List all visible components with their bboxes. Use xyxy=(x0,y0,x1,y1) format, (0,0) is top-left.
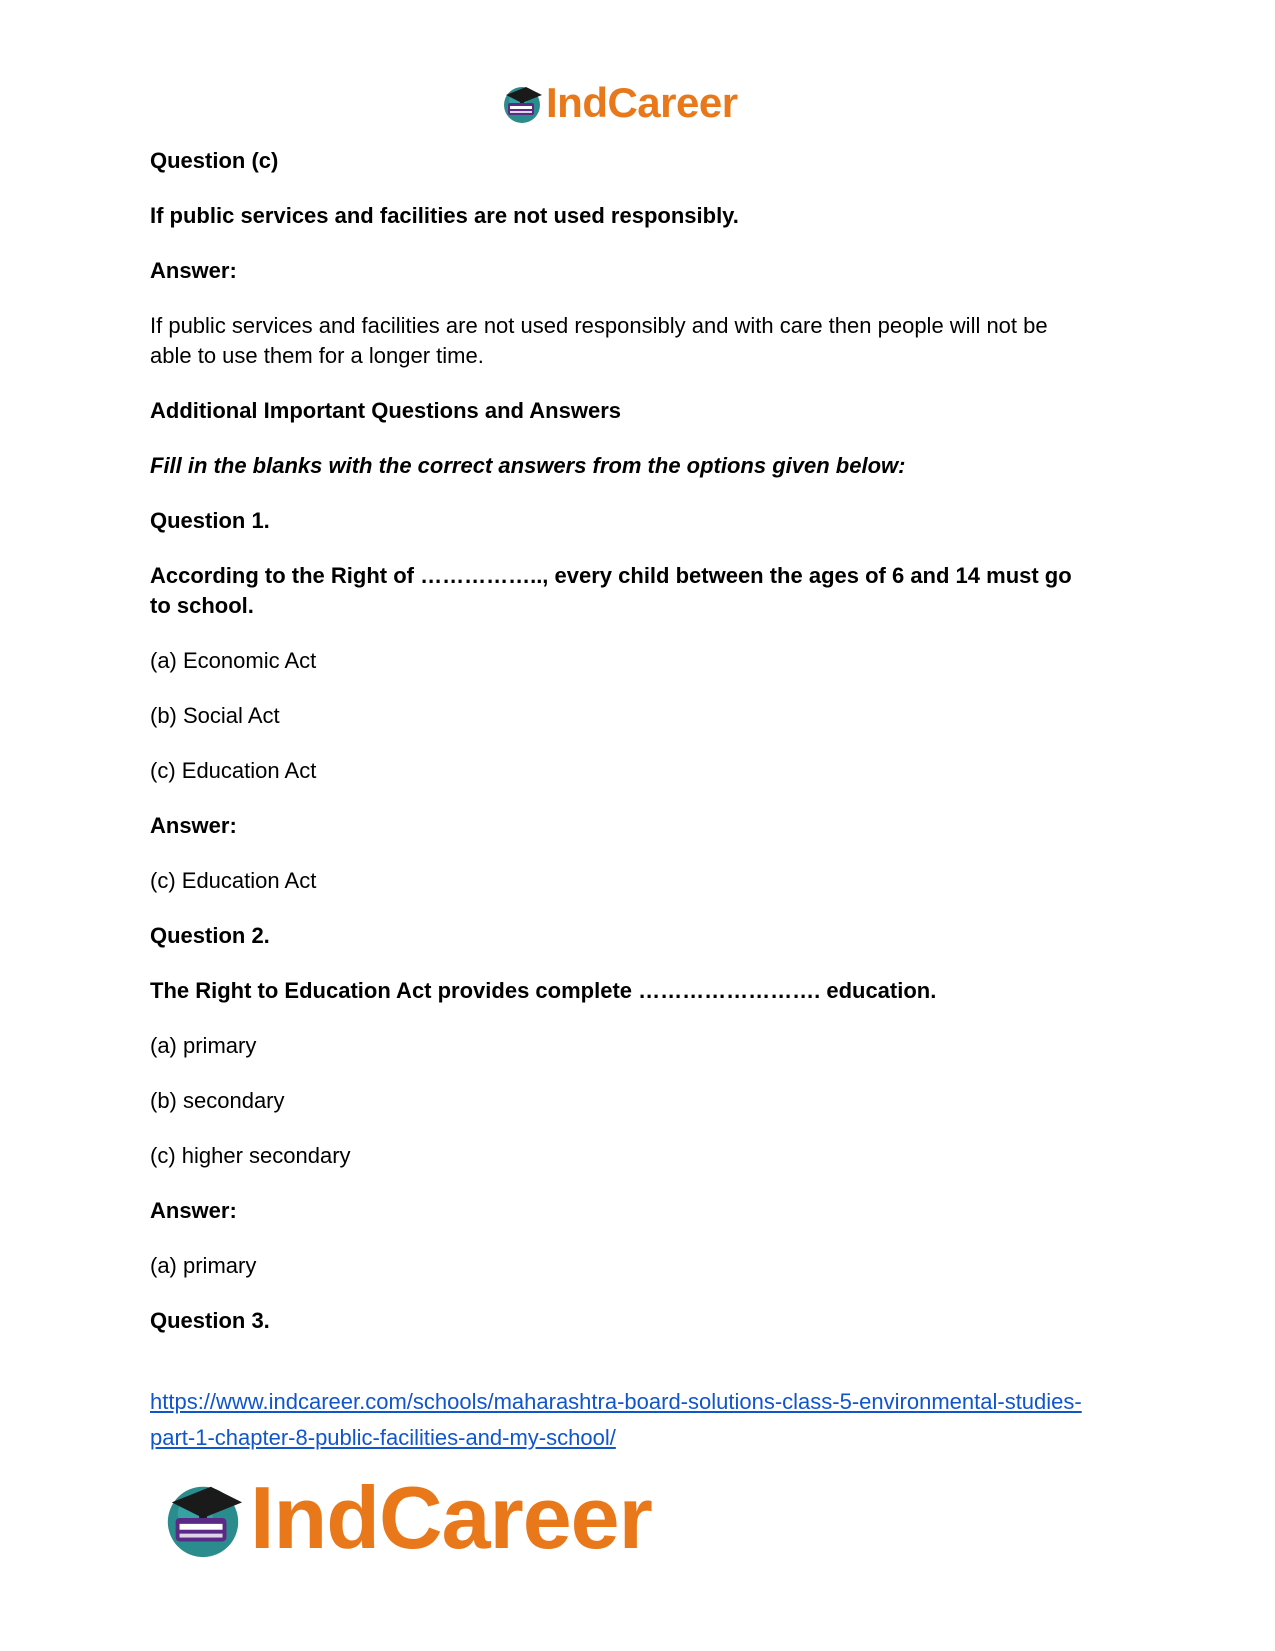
instruction-text: Fill in the blanks with the correct answers from the options given below: xyxy=(150,453,906,478)
question-2-answer-label: Answer: xyxy=(150,1198,237,1223)
footer-logo xyxy=(160,1467,652,1567)
question-c-heading: Question (c) xyxy=(150,148,279,173)
brand-name-footer: IndCareer xyxy=(250,1467,652,1567)
source-link[interactable] xyxy=(150,1384,1130,1456)
header-logo xyxy=(500,78,738,128)
question-1-text-line-2: to school. xyxy=(150,593,254,618)
question-1-heading: Question 1. xyxy=(150,508,270,533)
document-body xyxy=(150,146,1130,1361)
question-2-heading: Question 2. xyxy=(150,923,270,948)
question-2-option-b: (b) secondary xyxy=(150,1088,285,1113)
question-3-heading: Question 3. xyxy=(150,1308,270,1333)
question-1-answer: (c) Education Act xyxy=(150,868,317,893)
brand-name: IndCareer xyxy=(546,79,738,126)
question-1-option-b: (b) Social Act xyxy=(150,703,280,728)
question-c-answer-line-1: If public services and facilities are not used responsibly and with care then people will not be xyxy=(150,313,1048,338)
question-2-option-a: (a) primary xyxy=(150,1033,257,1058)
section-heading: Additional Important Questions and Answers xyxy=(150,398,622,423)
question-c-text: If public services and facilities are not used responsibly. xyxy=(150,203,739,228)
question-1-option-c: (c) Education Act xyxy=(150,758,317,783)
source-link-line-1[interactable]: https://www.indcareer.com/schools/maharashtra-board-solutions-class-5-environmental-studies- xyxy=(150,1389,1082,1414)
question-c-answer-line-2: able to use them for a longer time. xyxy=(150,343,484,368)
question-1-text-line-1: According to the Right of …………….., every child between the ages of 6 and 14 must go xyxy=(150,563,1072,588)
question-2-answer: (a) primary xyxy=(150,1253,257,1278)
question-c-answer-label: Answer: xyxy=(150,258,237,283)
question-2-text: The Right to Education Act provides complete ……………………. education. xyxy=(150,978,937,1003)
source-link-line-2[interactable]: part-1-chapter-8-public-facilities-and-my-school/ xyxy=(150,1425,616,1450)
question-2-option-c: (c) higher secondary xyxy=(150,1143,351,1168)
graduation-cap-book-icon xyxy=(500,81,544,125)
question-1-option-a: (a) Economic Act xyxy=(150,648,317,673)
question-1-answer-label: Answer: xyxy=(150,813,237,838)
graduation-cap-book-icon xyxy=(160,1475,246,1561)
